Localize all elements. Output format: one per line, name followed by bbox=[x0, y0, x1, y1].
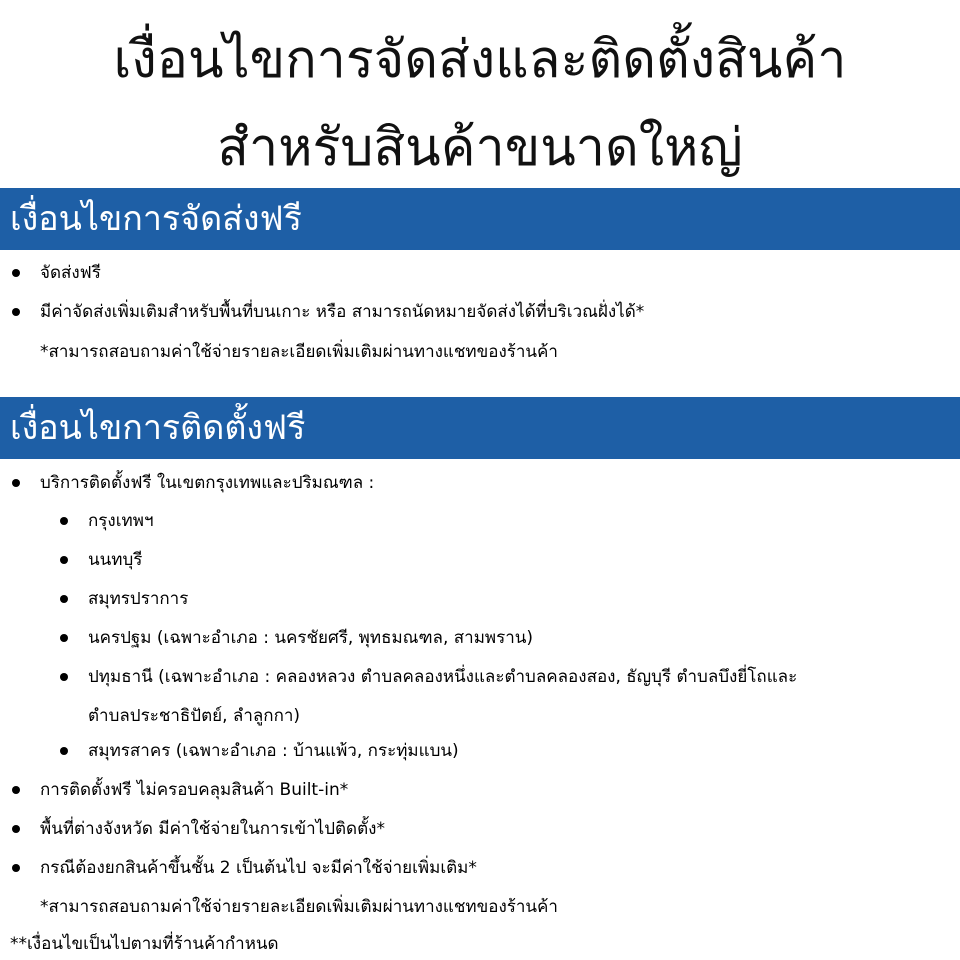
area-item-nakhon-pathom: นครปฐม (เฉพาะอำเภอ : นครชัยศรี, พุทธมณฑล, สามพราน) bbox=[88, 628, 534, 648]
bullet-icon bbox=[12, 786, 20, 794]
bullet-icon bbox=[12, 269, 20, 277]
shipping-section-heading: เงื่อนไขการจัดส่งฟรี bbox=[0, 188, 960, 250]
installation-intro: บริการติดตั้งฟรี ในเขตกรุงเทพและปริมณฑล : bbox=[40, 473, 375, 493]
installation-section-heading: เงื่อนไขการติดตั้งฟรี bbox=[0, 397, 960, 459]
bullet-icon bbox=[60, 634, 68, 642]
bullet-icon bbox=[12, 308, 20, 316]
area-item-bangkok: กรุงเทพฯ bbox=[88, 511, 154, 531]
installation-item-second-floor: กรณีต้องยกสินค้าขึ้นชั้น 2 เป็นต้นไป จะมีค่าใช้จ่ายเพิ่มเติม* bbox=[40, 858, 477, 878]
installation-item-built-in: การติดตั้งฟรี ไม่ครอบคลุมสินค้า Built-in* bbox=[40, 780, 349, 800]
area-item-samut-sakhon: สมุทรสาคร (เฉพาะอำเภอ : บ้านแพ้ว, กระทุ่มแบน) bbox=[88, 741, 459, 761]
bullet-icon bbox=[12, 479, 20, 487]
bullet-icon bbox=[12, 825, 20, 833]
shipping-note: *สามารถสอบถามค่าใช้จ่ายรายละเอียดเพิ่มเติมผ่านทางแชทของร้านค้า bbox=[40, 342, 558, 362]
page-title-line-1: เงื่อนไขการจัดส่งและติดตั้งสินค้า bbox=[113, 30, 847, 90]
installation-note: *สามารถสอบถามค่าใช้จ่ายรายละเอียดเพิ่มเติมผ่านทางแชทของร้านค้า bbox=[40, 897, 558, 917]
bullet-icon bbox=[60, 673, 68, 681]
area-item-pathum-thani: ปทุมธานี (เฉพาะอำเภอ : คลองหลวง ตำบลคลองหนึ่งและตำบลคลองสอง, ธัญบุรี ตำบลบึงยี่โถและ bbox=[88, 667, 798, 687]
shipping-item-island-fee: มีค่าจัดส่งเพิ่มเติมสำหรับพื้นที่บนเกาะ หรือ สามารถนัดหมายจัดส่งได้ที่บริเวณฝั่งได้* bbox=[40, 302, 645, 322]
bullet-icon bbox=[60, 747, 68, 755]
shipping-item-free: จัดส่งฟรี bbox=[40, 263, 101, 283]
bullet-icon bbox=[60, 556, 68, 564]
footnote: **เงื่อนไขเป็นไปตามที่ร้านค้ากำหนด bbox=[10, 934, 279, 954]
installation-item-provincial: พื้นที่ต่างจังหวัด มีค่าใช้จ่ายในการเข้าไปติดตั้ง* bbox=[40, 819, 385, 839]
bullet-icon bbox=[12, 864, 20, 872]
page-title-line-2: สำหรับสินค้าขนาดใหญ่ bbox=[217, 118, 743, 178]
area-item-samut-prakan: สมุทรปราการ bbox=[88, 589, 189, 609]
bullet-icon bbox=[60, 595, 68, 603]
area-item-pathum-thani-cont: ตำบลประชาธิปัตย์, ลำลูกกา) bbox=[88, 706, 301, 726]
area-item-nonthaburi: นนทบุรี bbox=[88, 550, 143, 570]
bullet-icon bbox=[60, 517, 68, 525]
